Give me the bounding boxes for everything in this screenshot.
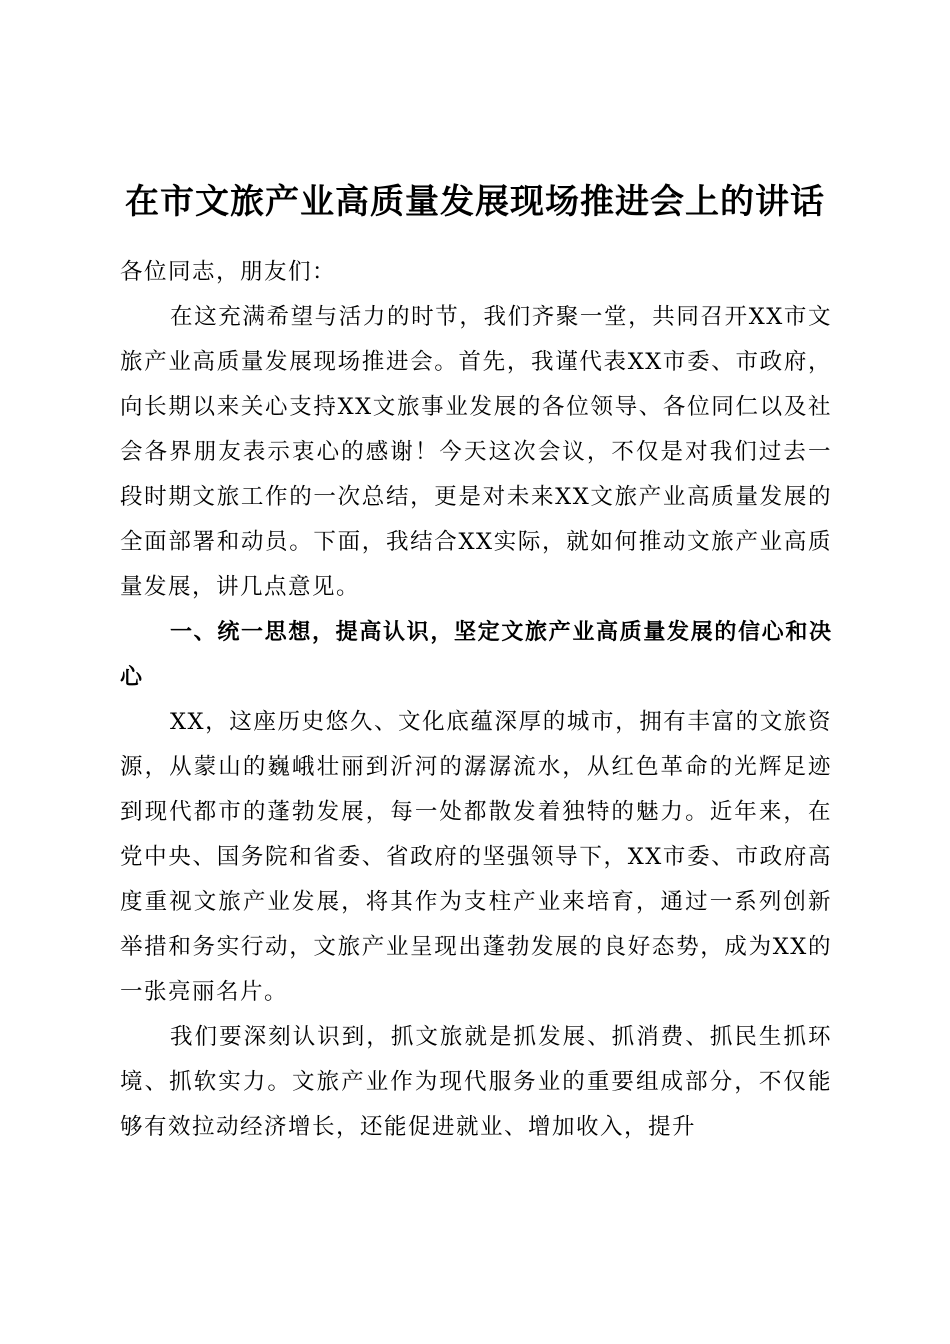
body-paragraph: XX，这座历史悠久、文化底蕴深厚的城市，拥有丰富的文旅资源，从蒙山的巍峨壮丽到沂河的潺潺流水，从红色革命的光辉足迹到现代都市的蓬勃发展，每一处都散发着独特的魅力。近年来，在党中央、国务院和省委、省政府的坚强领导下，XX市委、市政府高度重视文旅产业发展，将其作为支柱产业来培育，通过一系列创新举措和务实行动，文旅产业呈现出蓬勃发展的良好态势，成为XX的一张亮丽名片。 <box>120 709 832 1005</box>
document-title: 在市文旅产业高质量发展现场推进会上的讲话 <box>125 182 825 222</box>
intro-paragraph: 在这充满希望与活力的时节，我们齐聚一堂，共同召开XX市文旅产业高质量发展现场推进会。首先，我谨代表XX市委、市政府，向长期以来关心支持XX文旅事业发展的各位领导、各位同仁以及社会各界朋友表示衷心的感谢！今天这次会议，不仅是对我们过去一段时期文旅工作的一次总结，更是对未来XX文旅产业高质量发展的全面部署和动员。下面，我结合XX实际，就如何推动文旅产业高质量发展，讲几点意见。 <box>120 304 832 600</box>
document-body <box>120 250 832 1150</box>
salutation: 各位同志，朋友们： <box>120 259 337 285</box>
body-paragraph: 我们要深刻认识到，抓文旅就是抓发展、抓消费、抓民生抓环境、抓软实力。文旅产业作为现代服务业的重要组成部分，不仅能够有效拉动经济增长，还能促进就业、增加收入，提升 <box>120 1024 832 1140</box>
section-heading: 一、统一思想，提高认识，坚定文旅产业高质量发展的信心和决心 <box>120 620 832 690</box>
